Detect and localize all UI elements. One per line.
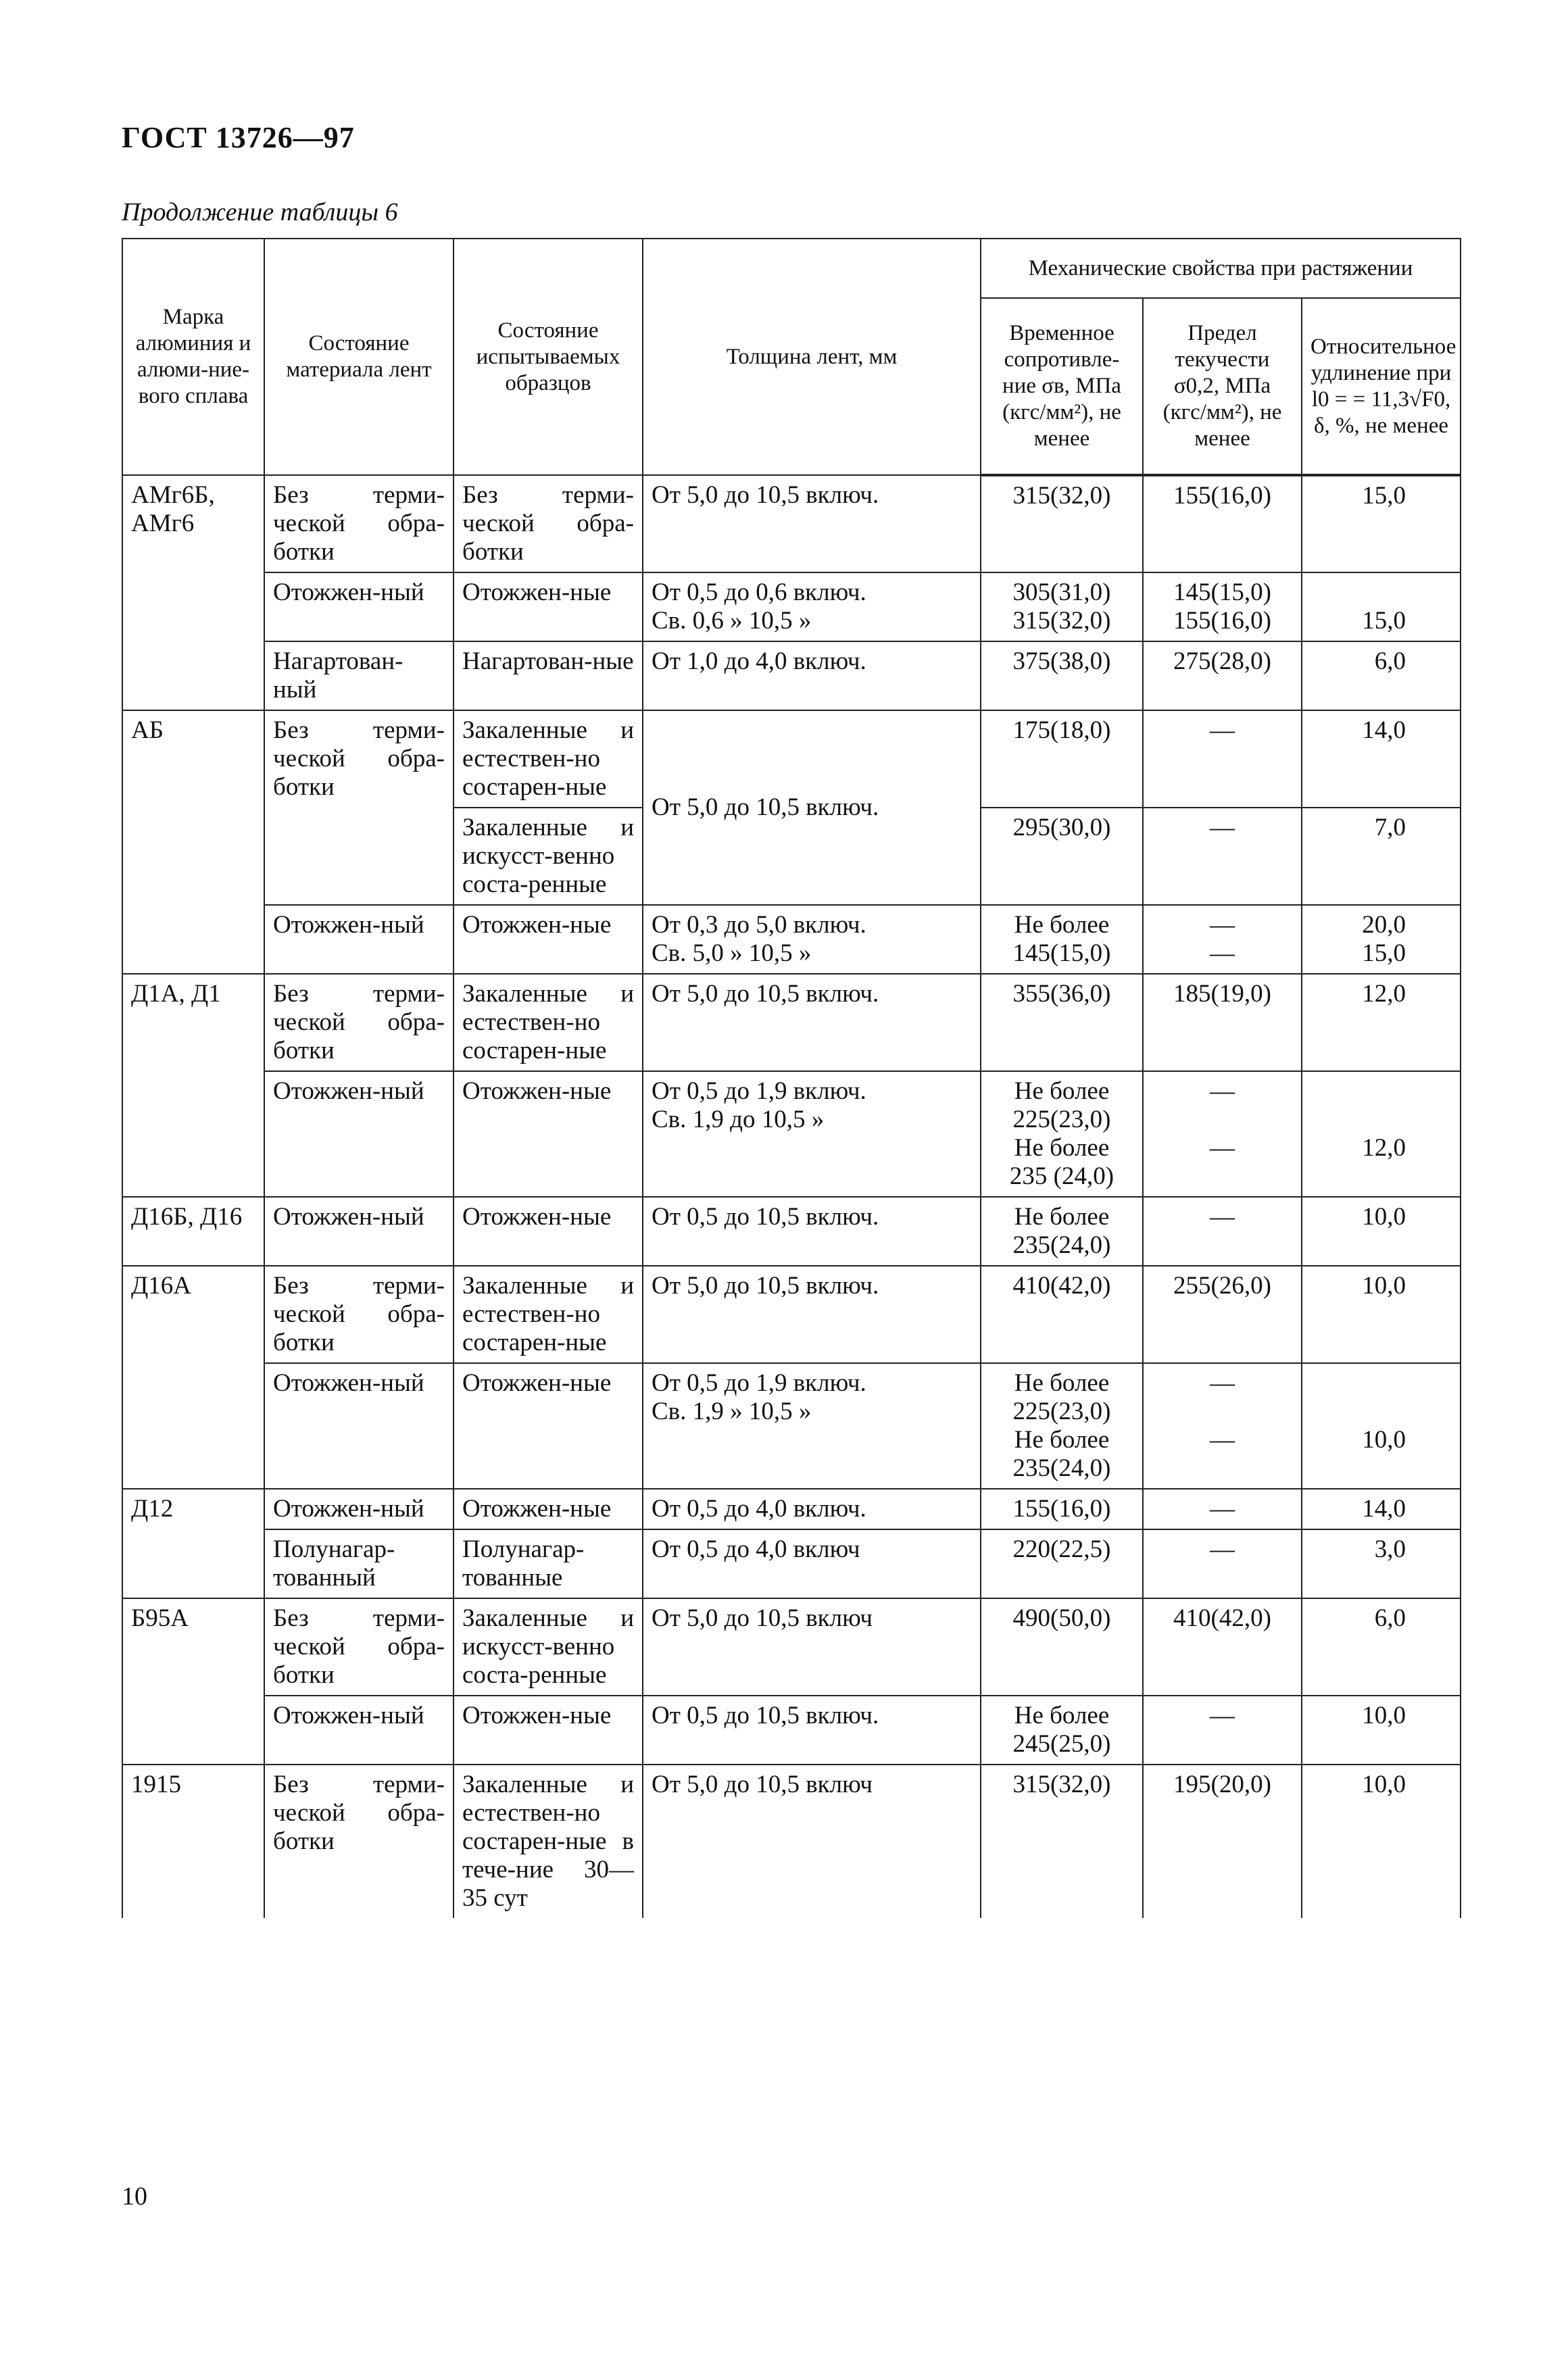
specimen-state-cell: Без терми-ческой обра-ботки: [454, 475, 643, 572]
specimen-state-cell: Закаленные и искусст-венно соста-ренные: [454, 1598, 643, 1696]
table-row: [122, 1765, 1461, 1918]
grade-cell: АБ: [122, 710, 264, 974]
table-row: [122, 1529, 1461, 1598]
material-state-cell: Без терми-ческой обра-ботки: [264, 1765, 454, 1918]
specimen-state-cell: Закаленные и искусст-венно соста-ренные: [454, 808, 643, 905]
thickness-cell: От 0,5 до 4,0 включ.: [643, 1489, 981, 1529]
tensile-cell: 315(32,0): [981, 475, 1143, 572]
thickness-cell: От 0,5 до 1,9 включ. Св. 1,9 » 10,5 »: [643, 1363, 981, 1489]
yield-cell: —: [1143, 1696, 1302, 1765]
table-row: [122, 475, 1461, 572]
specimen-state-cell: Отожжен-ные: [454, 1197, 643, 1266]
tensile-cell: 315(32,0): [981, 1765, 1143, 1918]
thickness-cell: От 0,5 до 10,5 включ.: [643, 1197, 981, 1266]
material-state-cell: Отожжен-ный: [264, 572, 454, 641]
yield-cell: 410(42,0): [1143, 1598, 1302, 1696]
elongation-cell: 14,0: [1302, 1489, 1461, 1529]
yield-cell: 275(28,0): [1143, 641, 1302, 710]
tensile-cell: Не более 225(23,0) Не более 235 (24,0): [981, 1071, 1143, 1197]
tensile-cell: Не более 225(23,0) Не более 235(24,0): [981, 1363, 1143, 1489]
page-number: 10: [122, 2182, 147, 2211]
yield-cell: —: [1143, 1529, 1302, 1598]
grade-cell: 1915: [122, 1765, 264, 1918]
elongation-cell: 6,0: [1302, 641, 1461, 710]
material-state-cell: Отожжен-ный: [264, 1197, 454, 1266]
specimen-state-cell: Отожжен-ные: [454, 572, 643, 641]
thickness-cell: От 0,5 до 4,0 включ: [643, 1529, 981, 1598]
table-row: [122, 641, 1461, 710]
header-grade: Марка алюминия и алюми-ние-вого сплава: [122, 239, 264, 475]
specimen-state-cell: Закаленные и естествен-но состарен-ные: [454, 974, 643, 1071]
thickness-cell: От 1,0 до 4,0 включ.: [643, 641, 981, 710]
thickness-cell: От 0,5 до 0,6 включ. Св. 0,6 » 10,5 »: [643, 572, 981, 641]
material-state-cell: Полунагар-тованный: [264, 1529, 454, 1598]
material-state-cell: Отожжен-ный: [264, 905, 454, 974]
specimen-state-cell: Полунагар-тованные: [454, 1529, 643, 1598]
tensile-cell: 490(50,0): [981, 1598, 1143, 1696]
yield-cell: — —: [1143, 1071, 1302, 1197]
tensile-cell: 355(36,0): [981, 974, 1143, 1071]
elongation-cell: 10,0: [1302, 1197, 1461, 1266]
table-row: [122, 905, 1461, 974]
yield-cell: —: [1143, 1489, 1302, 1529]
specimen-state-cell: Отожжен-ные: [454, 1696, 643, 1765]
thickness-cell: От 5,0 до 10,5 включ.: [643, 710, 981, 905]
tensile-cell: 220(22,5): [981, 1529, 1143, 1598]
table-row: [122, 1071, 1461, 1197]
specimen-state-cell: Нагартован-ные: [454, 641, 643, 710]
material-state-cell: Нагартован-ный: [264, 641, 454, 710]
elongation-cell: 12,0: [1302, 1071, 1461, 1197]
thickness-cell: От 5,0 до 10,5 включ.: [643, 974, 981, 1071]
material-state-cell: Отожжен-ный: [264, 1489, 454, 1529]
yield-cell: —: [1143, 808, 1302, 905]
header-yield-strength: Предел текучести σ0,2, МПа (кгс/мм²), не менее: [1143, 298, 1302, 475]
yield-cell: — —: [1143, 1363, 1302, 1489]
material-state-cell: Без терми-ческой обра-ботки: [264, 710, 454, 905]
elongation-cell: 10,0: [1302, 1765, 1461, 1918]
table-row: [122, 1696, 1461, 1765]
grade-cell: Б95А: [122, 1598, 264, 1765]
elongation-cell: 10,0: [1302, 1696, 1461, 1765]
material-state-cell: Отожжен-ный: [264, 1363, 454, 1489]
header-specimen-state: Состояние испытываемых образцов: [454, 239, 643, 475]
thickness-cell: От 0,3 до 5,0 включ. Св. 5,0 » 10,5 »: [643, 905, 981, 974]
elongation-cell: 15,0: [1302, 572, 1461, 641]
specimen-state-cell: Закаленные и естествен-но состарен-ные в тече-ние 30—35 сут: [454, 1765, 643, 1918]
yield-cell: —: [1143, 1197, 1302, 1266]
material-state-cell: Без терми-ческой обра-ботки: [264, 475, 454, 572]
elongation-cell: 3,0: [1302, 1529, 1461, 1598]
elongation-cell: 15,0: [1302, 475, 1461, 572]
tensile-cell: 305(31,0) 315(32,0): [981, 572, 1143, 641]
yield-cell: 255(26,0): [1143, 1266, 1302, 1363]
tensile-cell: 410(42,0): [981, 1266, 1143, 1363]
yield-cell: 145(15,0) 155(16,0): [1143, 572, 1302, 641]
specimen-state-cell: Отожжен-ные: [454, 1363, 643, 1489]
yield-cell: 195(20,0): [1143, 1765, 1302, 1918]
elongation-cell: 12,0: [1302, 974, 1461, 1071]
grade-cell: Д16А: [122, 1266, 264, 1489]
mechanical-properties-table: [122, 238, 1461, 1918]
thickness-cell: От 0,5 до 10,5 включ.: [643, 1696, 981, 1765]
elongation-cell: 7,0: [1302, 808, 1461, 905]
material-state-cell: Без терми-ческой обра-ботки: [264, 1266, 454, 1363]
elongation-cell: 14,0: [1302, 710, 1461, 808]
specimen-state-cell: Отожжен-ные: [454, 1071, 643, 1197]
specimen-state-cell: Отожжен-ные: [454, 1489, 643, 1529]
elongation-cell: 10,0: [1302, 1266, 1461, 1363]
document-title: ГОСТ 13726—97: [122, 121, 355, 154]
elongation-cell: 20,0 15,0: [1302, 905, 1461, 974]
tensile-cell: Не более 245(25,0): [981, 1696, 1143, 1765]
tensile-cell: Не более 235(24,0): [981, 1197, 1143, 1266]
tensile-cell: 375(38,0): [981, 641, 1143, 710]
tensile-cell: Не более 145(15,0): [981, 905, 1143, 974]
tensile-cell: 175(18,0): [981, 710, 1143, 808]
grade-cell: Д12: [122, 1489, 264, 1598]
table-row: [122, 1266, 1461, 1363]
table-row: [122, 1197, 1461, 1266]
table-row: [122, 1489, 1461, 1529]
header-thickness: Толщина лент, мм: [643, 239, 981, 475]
header-material-state: Состояние материала лент: [264, 239, 454, 475]
grade-cell: АМг6Б, АМг6: [122, 475, 264, 710]
yield-cell: —: [1143, 710, 1302, 808]
specimen-state-cell: Закаленные и естествен-но состарен-ные: [454, 1266, 643, 1363]
thickness-cell: От 5,0 до 10,5 включ: [643, 1598, 981, 1696]
material-state-cell: Отожжен-ный: [264, 1696, 454, 1765]
table-continuation-label: Продолжение таблицы 6: [122, 198, 398, 226]
table-row: [122, 1598, 1461, 1696]
elongation-cell: 10,0: [1302, 1363, 1461, 1489]
yield-cell: 185(19,0): [1143, 974, 1302, 1071]
table-row: [122, 974, 1461, 1071]
grade-cell: Д16Б, Д16: [122, 1197, 264, 1266]
table-row: [122, 572, 1461, 641]
yield-cell: — —: [1143, 905, 1302, 974]
tensile-cell: 295(30,0): [981, 808, 1143, 905]
material-state-cell: Отожжен-ный: [264, 1071, 454, 1197]
grade-cell: Д1А, Д1: [122, 974, 264, 1197]
table-row: [122, 1363, 1461, 1489]
thickness-cell: От 5,0 до 10,5 включ.: [643, 1266, 981, 1363]
yield-cell: 155(16,0): [1143, 475, 1302, 572]
thickness-cell: От 5,0 до 10,5 включ.: [643, 475, 981, 572]
tensile-cell: 155(16,0): [981, 1489, 1143, 1529]
header-tensile-strength: Временное сопротивле-ние σв, МПа (кгс/мм²), не менее: [981, 298, 1143, 475]
header-mechanical-properties: Механические свойства при растяжении: [981, 239, 1461, 298]
table-row: [122, 710, 1461, 808]
material-state-cell: Без терми-ческой обра-ботки: [264, 974, 454, 1071]
specimen-state-cell: Закаленные и естествен-но состарен-ные: [454, 710, 643, 808]
header-elongation: Относительное удлинение при l0 = = 11,3√F0, δ, %, не менее: [1302, 298, 1461, 475]
specimen-state-cell: Отожжен-ные: [454, 905, 643, 974]
thickness-cell: От 5,0 до 10,5 включ: [643, 1765, 981, 1918]
elongation-cell: 6,0: [1302, 1598, 1461, 1696]
thickness-cell: От 0,5 до 1,9 включ. Св. 1,9 до 10,5 »: [643, 1071, 981, 1197]
material-state-cell: Без терми-ческой обра-ботки: [264, 1598, 454, 1696]
